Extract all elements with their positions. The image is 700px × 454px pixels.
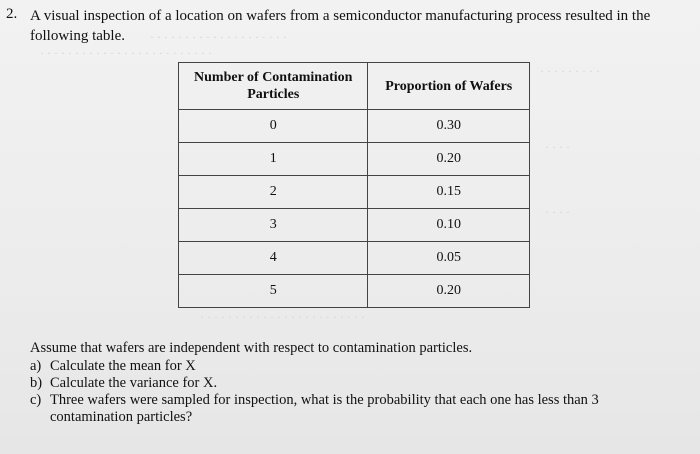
question-item xyxy=(30,358,670,375)
table-row xyxy=(179,242,530,275)
particles-cell: 3 xyxy=(179,209,368,242)
header-proportion: Proportion of Wafers xyxy=(368,63,530,110)
particles-cell: 1 xyxy=(179,143,368,176)
question-letter: b) xyxy=(30,375,43,391)
table-row xyxy=(179,209,530,242)
question-text: Calculate the variance for X. xyxy=(50,375,218,391)
question-list xyxy=(30,358,670,426)
table-header-row xyxy=(179,63,530,110)
bleed-through-texture: · · · · xyxy=(545,205,570,219)
problem-number: 2. xyxy=(6,6,18,22)
question-item xyxy=(30,392,670,426)
proportion-cell: 0.05 xyxy=(368,242,530,275)
proportion-cell: 0.20 xyxy=(368,275,530,308)
question-text: Calculate the mean for X xyxy=(50,358,196,374)
header-particles: Number of Contamination Particles xyxy=(179,63,368,110)
proportion-cell: 0.20 xyxy=(368,143,530,176)
bleed-through-texture: · · · · · · · · · · · · · · · · · · · · · · · · · xyxy=(40,46,212,60)
bleed-through-texture: · · · · · · · · · xyxy=(540,64,600,78)
proportion-cell: 0.15 xyxy=(368,176,530,209)
table-row xyxy=(179,143,530,176)
question-letter: c) xyxy=(30,392,42,408)
question-text: Three wafers were sampled for inspection, what is the probability that each one has less than 3 contamination particles? xyxy=(50,392,599,425)
bleed-through-texture: · · · · · · · · · · · · · · · · · · · · · · · · xyxy=(200,310,365,324)
particles-cell: 5 xyxy=(179,275,368,308)
question-letter: a) xyxy=(30,358,42,374)
bleed-through-texture: · · · · · · · · · · · · · · · · · · · · xyxy=(150,30,287,44)
bleed-through-texture: · · · · xyxy=(545,140,570,154)
assumption-text: Assume that wafers are independent with respect to contamination particles. xyxy=(30,340,473,356)
particles-cell: 0 xyxy=(179,110,368,143)
contamination-table xyxy=(178,62,530,308)
table-row xyxy=(179,110,530,143)
question-item xyxy=(30,375,670,392)
problem-intro: A visual inspection of a location on wafers from a semiconductor manufacturing process resulted in the following table. xyxy=(30,8,651,44)
proportion-cell: 0.10 xyxy=(368,209,530,242)
table-row xyxy=(179,176,530,209)
proportion-cell: 0.30 xyxy=(368,110,530,143)
particles-cell: 2 xyxy=(179,176,368,209)
particles-cell: 4 xyxy=(179,242,368,275)
table-row xyxy=(179,275,530,308)
